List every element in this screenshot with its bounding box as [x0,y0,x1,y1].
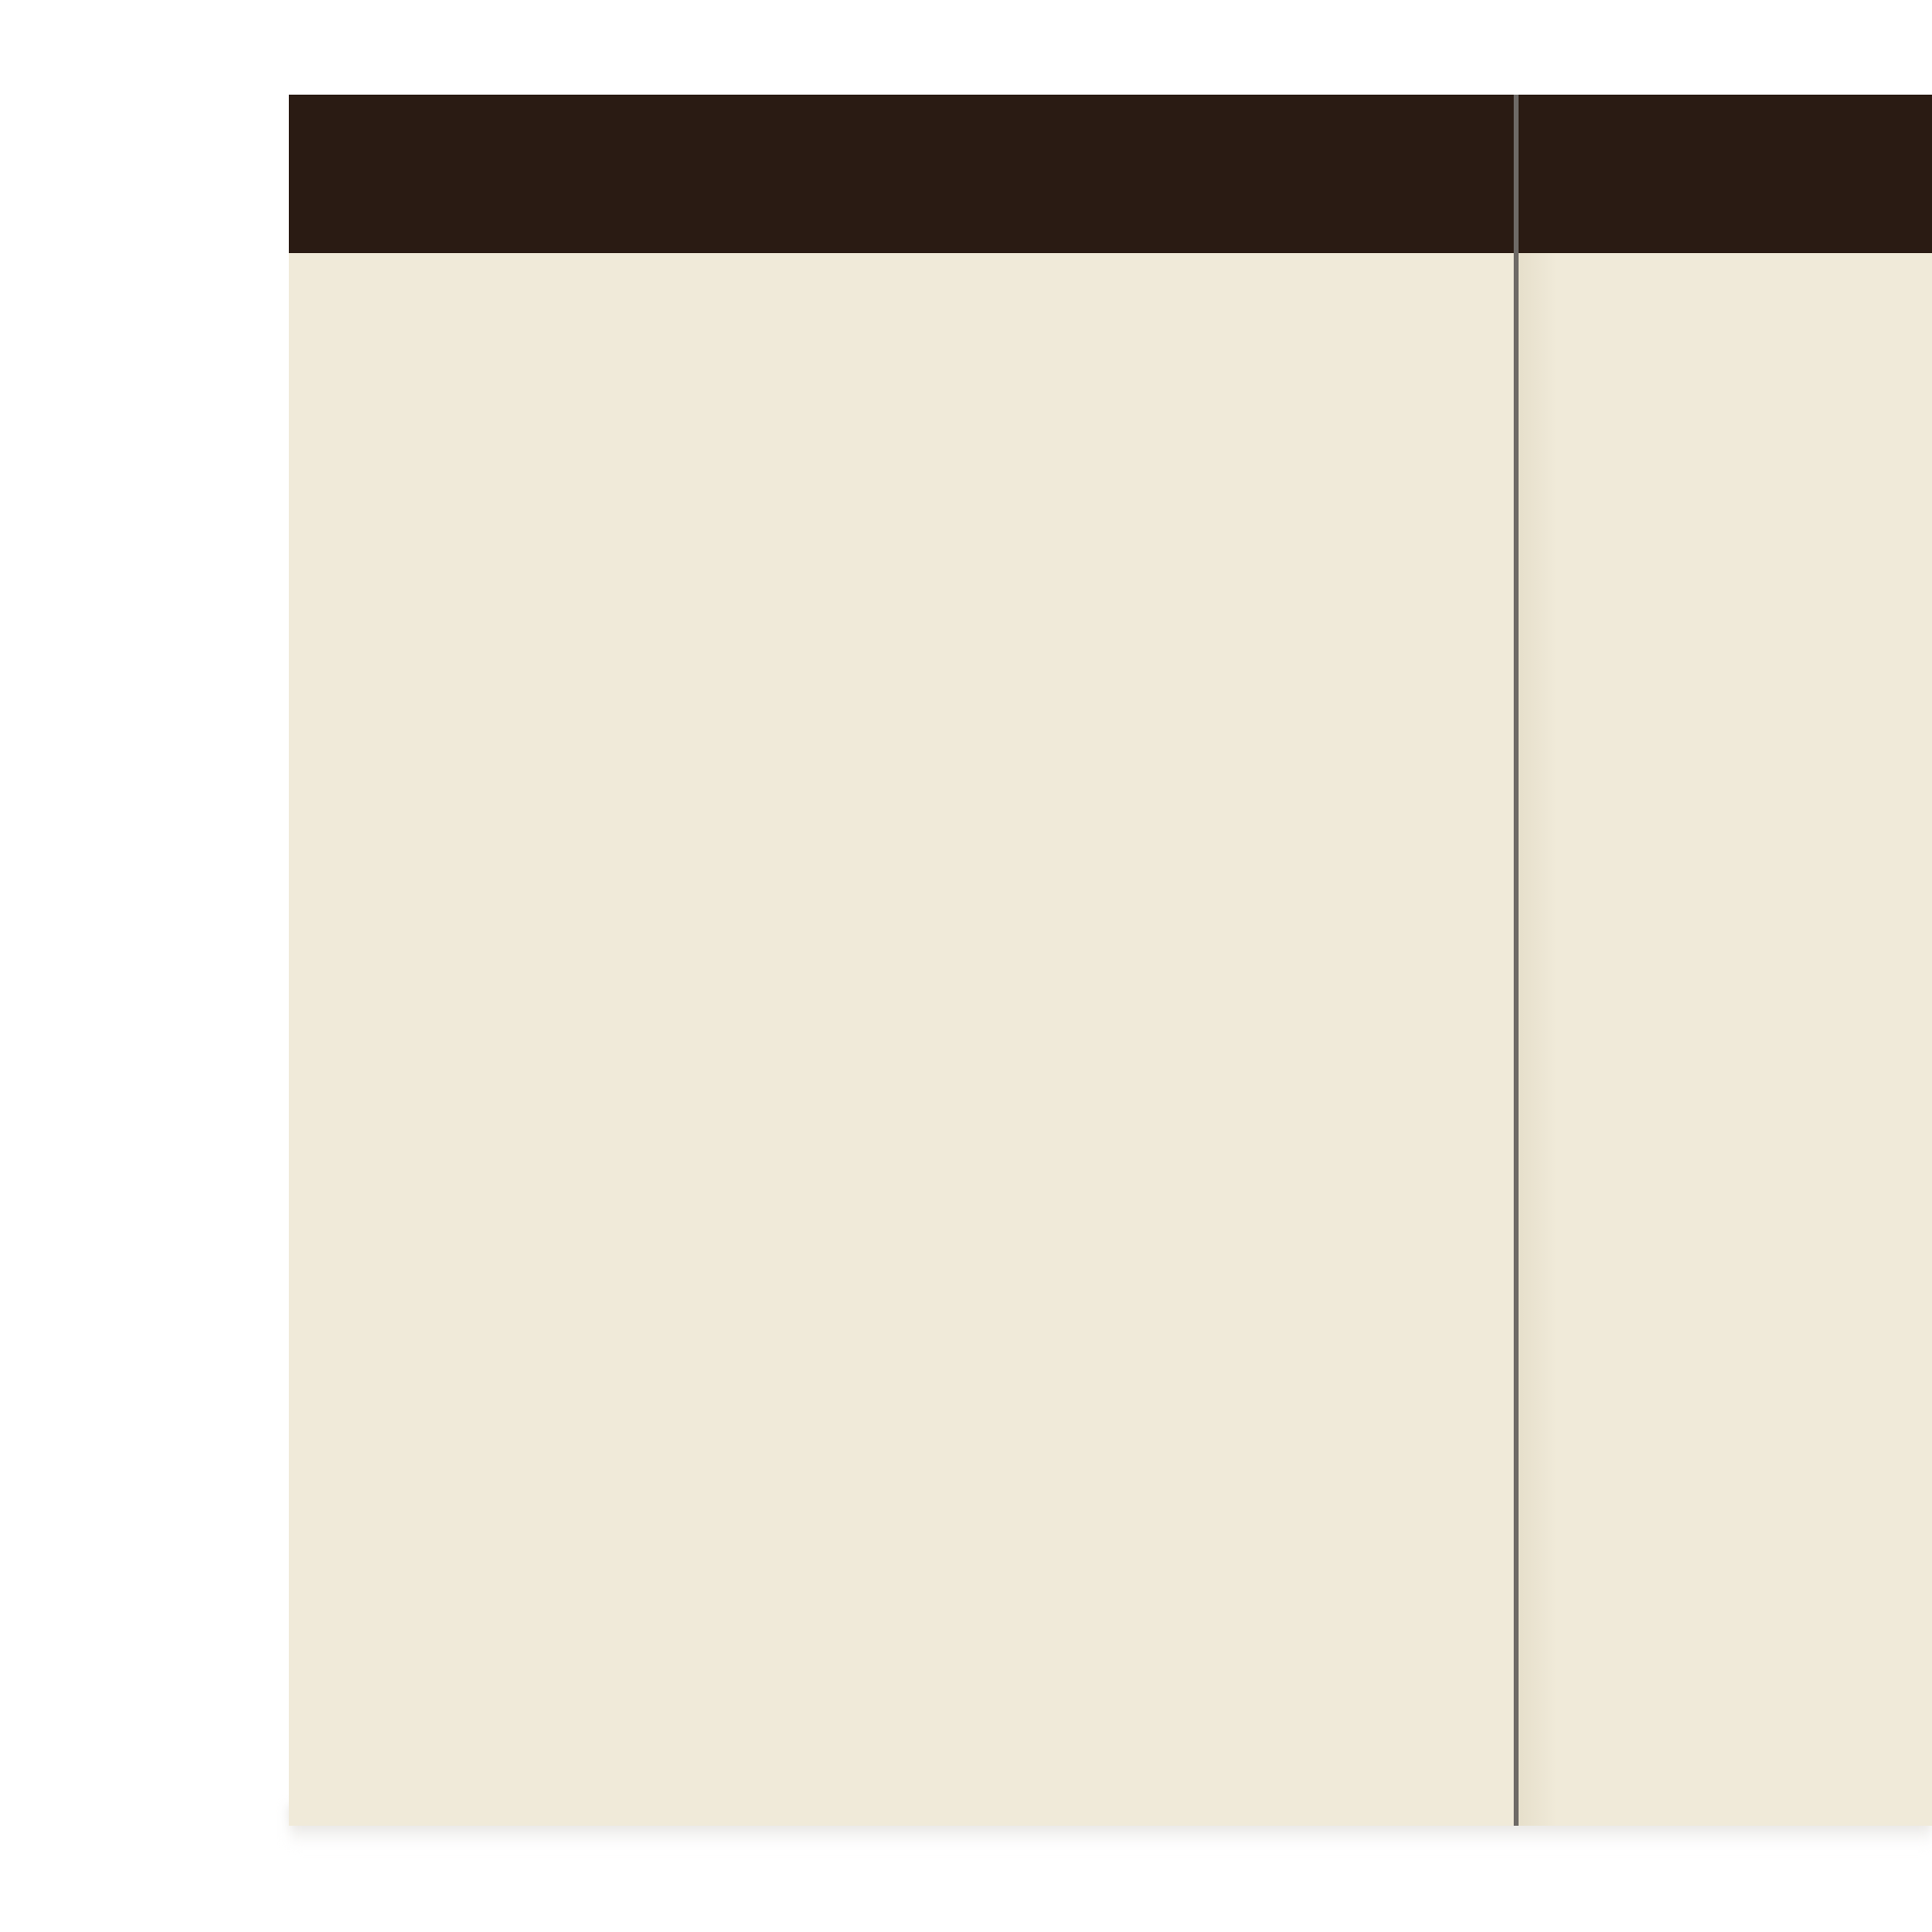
spiral-binding [1476,108,1557,1828]
right-page [1519,95,1932,1826]
header-band-right [1519,95,1932,253]
header-band [289,95,1516,253]
left-page [289,95,1516,1826]
